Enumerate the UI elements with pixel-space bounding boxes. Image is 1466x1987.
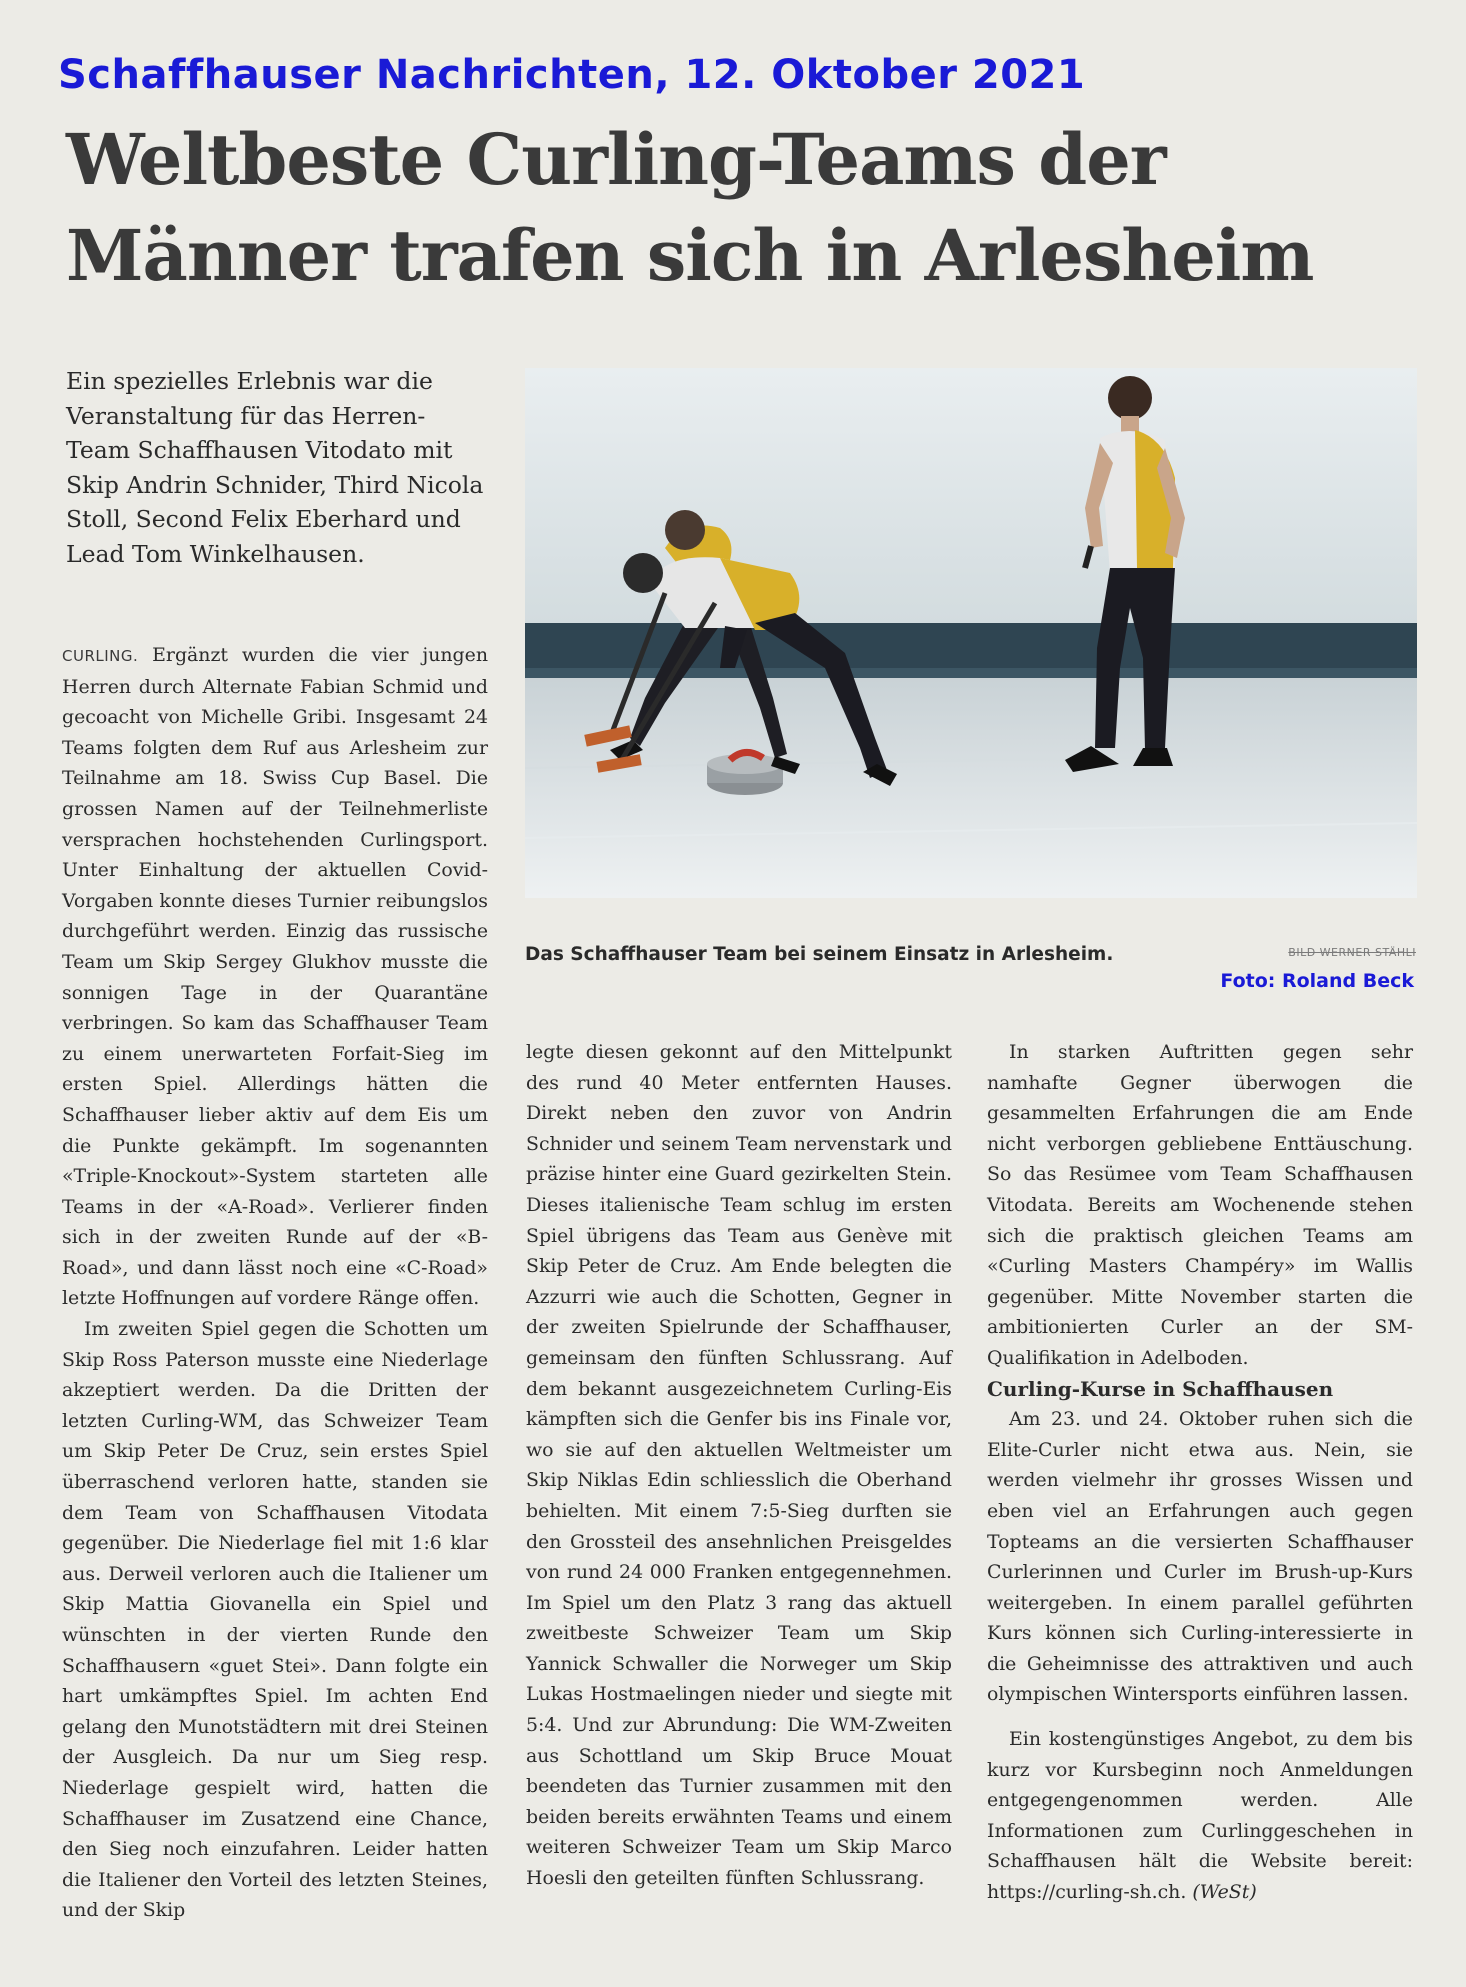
clipping-source-line: Schaffhauser Nachrichten, 12. Oktober 2021 [58, 52, 1086, 98]
article-lead: Ein spezielles Erlebnis war die Veranstaltung für das Herren-Team Schaffhausen Vitodato mit Skip Andrin Schnider, Third Nicola Stoll, Second Felix Eberhard und Lead Tom Winkelhausen. [66, 367, 484, 568]
headline-line-1: Weltbeste Curling-Teams der [66, 118, 1166, 201]
article-paragraph-6 [987, 1724, 1413, 1908]
article-subhead: Curling-Kurse in Schaffhausen [987, 1376, 1334, 1401]
article-headline [66, 112, 1426, 304]
photo-credit-new: Foto: Roland Beck [1220, 970, 1414, 992]
article-paragraph-2: Im zweiten Spiel gegen die Schotten um Skip Ross Paterson musste eine Niederlage akzeptiert werden. Da die Dritten der letzten Curling-WM, das Schweizer Team um Skip Peter De Cruz, sein erstes Spiel überraschend verloren hatte, standen sie dem Team von Schaffhausen Vitodata gegenüber. Die Niederlage fiel mit 1:6 klar aus. Derweil verloren auch die Italiener um Skip Mattia Giovanella ein Spiel und wünschten in der vierten Runde den Schaffhausern «guet Stei». Dann folgte ein hart umkämpftes Spiel. Im achten End gelang den Munotstädtern mit drei Steinen der Ausgleich. Da nur um Sieg resp. Niederlage gespielt wird, hatten die Schaffhauser im Zusatzend eine Chance, den Sieg noch einzufahren. Leider hatten die Italiener den Vorteil des letzten Steines, und der Skip [62, 1318, 488, 1922]
article-column-2 [526, 1037, 952, 1894]
article-kicker: CURLING. [62, 647, 139, 665]
article-paragraph-4: In starken Auftritten gegen sehr namhafte Gegner überwogen die gesammelten Erfahrungen die am Ende nicht verborgen gebliebene Enttäuschung. So das Resümee vom Team Schaffhausen Vitodata. Bereits am Wochenende stehen sich die praktisch gleichen Teams am «Curling Masters Champéry» im Wallis gegenüber. Mitte November starten die ambitionierten Curler an der SM-Qualifikation in Adelboden. [987, 1041, 1413, 1369]
article-paragraph-5: Am 23. und 24. Oktober ruhen sich die Elite-Curler nicht etwa aus. Nein, sie werden vielmehr ihr grosses Wissen und eben viel an Erfahrungen auch gegen Topteams an die versierten Schaffhauser Curlerinnen und Curler im Brush-up-Kurs weitergeben. In einem parallel geführten Kurs können sich Curling-interessierte in die Geheimnisse des attraktiven und auch olympischen Wintersports einführen lassen. [987, 1408, 1413, 1706]
photo-credit-struck: BILD WERNER STÄHLI [1288, 946, 1416, 959]
article-paragraph-1 [62, 640, 488, 1314]
article-column-1 [62, 640, 488, 1950]
curling-photo [525, 368, 1417, 898]
article-signature: (WeSt) [1192, 1881, 1257, 1904]
photo-caption: Das Schaffhauser Team bei seinem Einsatz in Arlesheim. [525, 944, 1114, 965]
article-column-3 [987, 1037, 1413, 1908]
curling-photo-illustration [525, 368, 1417, 898]
paragraph-1-text: Ergänzt wurden die vier jungen Herren durch Alternate Fabian Schmid und gecoacht von Michelle Gribi. Insgesamt 24 Teams folgten dem Ruf aus Arlesheim zur Teilnahme am 18. Swiss Cup Basel. Die grossen Namen auf der Teilnehmerliste versprachen hochstehenden Curlingsport. Unter Einhaltung der aktuellen Covid-Vorgaben konnte dieses Turnier reibungslos durchgeführt werden. Einzig das russische Team um Skip Sergey Glukhov musste die sonnigen Tage in der Quarantäne verbringen. So kam das Schaffhauser Team zu einem unerwarteten Forfait-Sieg im ersten Spiel. Allerdings hätten die Schaffhauser lieber aktiv auf dem Eis um die Punkte gekämpft. Im sogenannten «Triple-Knockout»-System starteten alle Teams in der «A-Road». Verlierer finden sich in der zweiten Runde auf der «B-Road», und dann lässt noch eine «C-Road» letzte Hoffnungen auf vordere Ränge offen. [62, 644, 488, 1310]
paragraph-6-text: Ein kostengünstiges Angebot, zu dem bis kurz vor Kursbeginn noch Anmeldungen entgegengenommen werden. Alle Informationen zum Curlinggeschehen in Schaffhausen hält die Website bereit: https://curling-sh.ch. [987, 1728, 1413, 1904]
article-paragraph-3: legte diesen gekonnt auf den Mittelpunkt des rund 40 Meter entfernten Hauses. Direkt neben den zuvor von Andrin Schnider und seinem Team nervenstark und präzise hinter eine Guard gezirkelten Stein. Dieses italienische Team schlug im ersten Spiel übrigens das Team aus Genève mit Skip Peter de Cruz. Am Ende belegten die Azzurri wie auch die Schotten, Gegner in der zweiten Spielrunde der Schaffhauser, gemeinsam den fünften Schlussrang. Auf dem bekannt ausgezeichnetem Curling-Eis kämpften sich die Genfer bis ins Finale vor, wo sie auf den aktuellen Weltmeister um Skip Niklas Edin schliesslich die Oberhand behielten. Mit einem 7:5-Sieg durften sie den Grossteil des ansehnlichen Preisgeldes von rund 24 000 Franken entgegennehmen. Im Spiel um den Platz 3 rang das aktuell zweitbeste Schweizer Team um Skip Yannick Schwaller die Norweger um Skip Lukas Hostmaelingen nieder und siegte mit 5:4. Und zur Abrundung: Die WM-Zweiten aus Schottland um Skip Bruce Mouat beendeten das Turnier zusammen mit den beiden bereits erwähnten Teams und einem weiteren Schweizer Team um Skip Marco Hoesli den geteilten fünften Schlussrang. [526, 1041, 952, 1890]
headline-line-2: Männer trafen sich in Arlesheim [66, 214, 1314, 297]
